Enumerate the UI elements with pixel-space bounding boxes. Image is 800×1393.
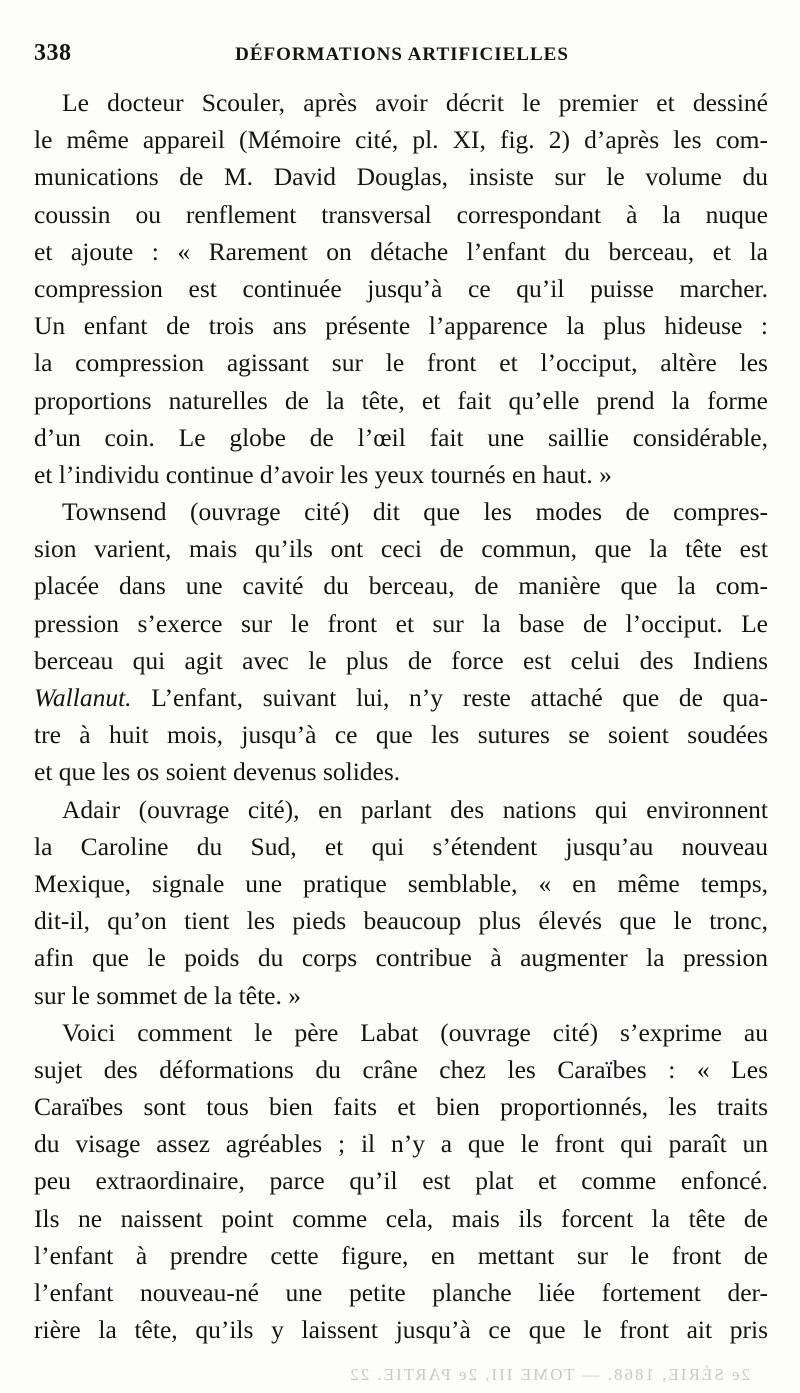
text-line: compression est continuée jusqu’à ce qu’il puisse marcher. (34, 273, 768, 303)
text-line: le même appareil (Mémoire cité, pl. XI, fig. 2) d’après les com- (34, 125, 768, 155)
text-line: la compression agissant sur le front et l’occiput, altère les (34, 348, 768, 378)
text-line: coussin ou renflement transversal correspondant à la nuque (34, 199, 768, 229)
text-line: sujet des déformations du crâne chez les Caraïbes : « Les (34, 1054, 768, 1084)
text-line: et que les os soient devenus solides. (34, 757, 401, 787)
text-line: et ajoute : « Rarement on détache l’enfant du berceau, et la (34, 236, 768, 266)
text-line: du visage assez agréables ; il n’y a que le front qui paraît un (34, 1129, 768, 1159)
text-line: l’enfant nouveau-né une petite planche liée fortement der- (34, 1278, 768, 1307)
text-line: Caraïbes sont tous bien faits et bien proportionnés, les traits (34, 1092, 768, 1122)
text-line: sur le sommet de la tête. » (34, 980, 301, 1010)
text-line: et l’individu continue d’avoir les yeux tournés en haut. » (34, 459, 612, 489)
bleed-through-footer: 2e SÉRIE, 1868. — TOME III, 2e PARTIE. 22 (348, 1365, 750, 1384)
page-number: 338 (34, 40, 72, 66)
text-line: proportions naturelles de la tête, et fait qu’elle prend la forme (34, 385, 768, 415)
text-line: Un enfant de trois ans présente l’apparence la plus hideuse : (34, 311, 768, 341)
text-line: Wallanut. L’enfant, suivant lui, n’y reste attaché que de qua- (34, 683, 768, 712)
page-header (34, 40, 770, 74)
text-line: Ils ne naissent point comme cela, mais ils forcent la tête de (34, 1203, 768, 1233)
text-line: Townsend (ouvrage cité) dit que les modes de compres- (62, 497, 768, 527)
text-line: Adair (ouvrage cité), en parlant des nations qui environnent (62, 794, 768, 824)
text-line: d’un coin. Le globe de l’œil fait une saillie considérable, (34, 422, 768, 452)
text-line: berceau qui agit avec le plus de force est celui des Indiens (34, 645, 768, 675)
body-text (34, 84, 768, 1348)
text-line: pression s’exerce sur le front et sur la base de l’occiput. Le (34, 608, 768, 638)
text-line: munications de M. David Douglas, insiste sur le volume du (34, 162, 768, 192)
text-line: l’enfant à prendre cette figure, en mettant sur le front de (34, 1240, 768, 1270)
text-line: peu extraordinaire, parce qu’il est plat et comme enfoncé. (34, 1166, 768, 1196)
running-title: DÉFORMATIONS ARTIFICIELLES (235, 44, 569, 65)
text-line: tre à huit mois, jusqu’à ce que les sutures se soient soudées (34, 720, 768, 750)
text-line: Le docteur Scouler, après avoir décrit le premier et dessiné (62, 88, 768, 117)
text-line: la Caroline du Sud, et qui s’étendent jusqu’au nouveau (34, 831, 768, 861)
text-line: Mexique, signale une pratique semblable, « en même temps, (34, 868, 768, 898)
text-line: Voici comment le père Labat (ouvrage cité) s’exprime au (62, 1017, 768, 1047)
text-line: sion varient, mais qu’ils ont ceci de commun, que la tête est (34, 534, 768, 564)
text-line: dit-il, qu’on tient les pieds beaucoup plus élevés que le tronc, (34, 906, 768, 936)
text-line: rière la tête, qu’ils y laissent jusqu’à ce que le front ait pris (34, 1315, 768, 1345)
italic-word: Wallanut. (34, 683, 132, 712)
text-line: placée dans une cavité du berceau, de manière que la com- (34, 571, 768, 601)
text-line: afin que le poids du corps contribue à augmenter la pression (34, 943, 768, 973)
